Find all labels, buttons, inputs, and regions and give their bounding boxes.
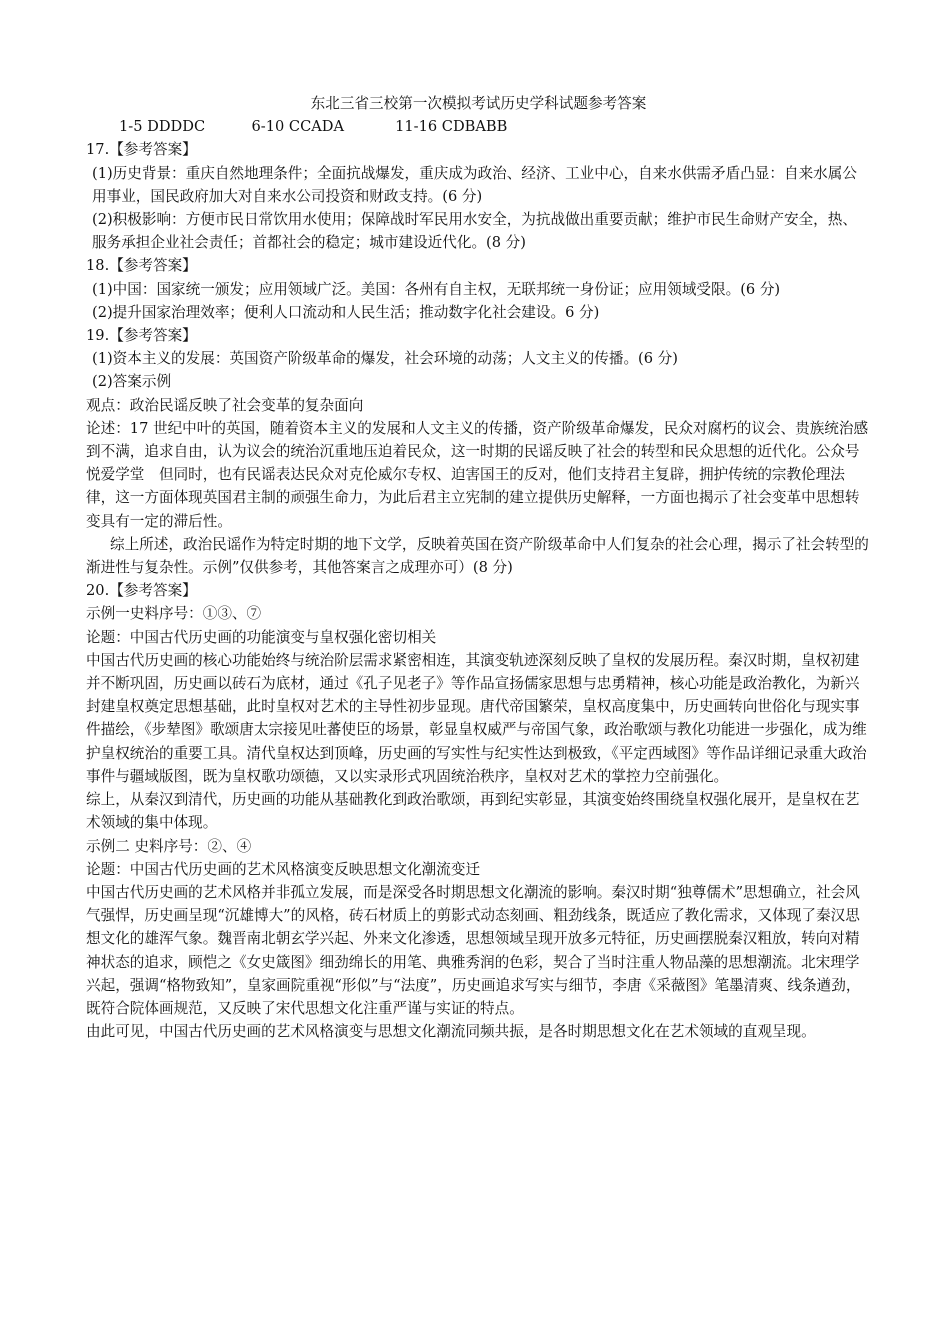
q20-example2-sources: 示例二 史料序号：②、④ [86, 837, 252, 855]
q19-viewpoint: 观点：政治民谣反映了社会变革的复杂面向 [86, 396, 364, 414]
q17-part1: (1)历史背景：重庆自然地理条件；全面抗战爆发，重庆成为政治、经济、工业中心，自来水供需矛盾凸显：自来水属公用事业，国民政府加大对自来水公司投资和财政支持。(6 分) [92, 164, 857, 205]
q19-part2: (2)答案示例 [92, 373, 172, 391]
q20-example1-thesis: 论题：中国古代历史画的功能演变与皇权强化密切相关 [86, 628, 437, 646]
q18-heading: 18.【参考答案】 [86, 257, 197, 275]
multiple-choice-answers [86, 115, 871, 138]
q17-heading: 17.【参考答案】 [86, 141, 197, 159]
mc-answers-1-5: 1-5 DDDDC [119, 118, 206, 136]
q20-example1-sources: 示例一史料序号：①③、⑦ [86, 605, 262, 623]
q19-summary: 综上所述，政治民谣作为特定时期的地下文学，反映着英国在资产阶级革命中人们复杂的社会心理，揭示了社会转型的渐进性与复杂性。示例”仅供参考，其他答案言之成理亦可）(8 分) [86, 535, 869, 577]
q20-example1-conclusion: 综上，从秦汉到清代，历史画的功能从基础教化到政治歌颂，再到纪实彰显，其演变始终围绕皇权强化展开，是皇权在艺术领域的集中体现。 [86, 791, 860, 832]
q20-example2-conclusion: 由此可见，中国古代历史画的艺术风格演变与思想文化潮流同频共振，是各时期思想文化在艺术领域的直观呈现。 [86, 1023, 816, 1041]
q20-example2-body: 中国古代历史画的艺术风格并非孤立发展，而是深受各时期思想文化潮流的影响。秦汉时期“独尊儒术”思想确立，社会风气强悍，历史画呈现“沉雄博大”的风格，砖石材质上的剪影式动态刻画、粗劲线条，既适应了教化需求，又体现了秦汉思想文化的雄浑气象。魏晋南北朝玄学兴起、外来文化渗透，思想领域呈现开放多元特征，历史画摆脱秦汉粗放，转向对精神状态的追求，顾恺之《女史箴图》细劲绵长的用笔、典雅秀润的色彩，契合了当时注重人物品藻的思想潮流。北宋理学兴起，强调“格物致知”，皇家画院重视“形似”与“法度”，历史画追求写实与细节，李唐《采薇图》笔墨清爽、线条遒劲，既符合院体画规范，又反映了宋代思想文化注重严谨与实证的特点。 [86, 883, 861, 1017]
q17-part2: (2)积极影响：方便市民日常饮用水使用；保障战时军民用水安全，为抗战做出重要贡献；维护市民生命财产安全，热、服务承担企业社会责任；首都社会的稳定；城市建设近代化。(8 分) [92, 211, 857, 252]
q18-part1: (1)中国：国家统一颁发；应用领域广泛。美国：各州有自主权，无联邦统一身份证；应用领域受限。(6 分) [92, 280, 781, 298]
q20-example1-body: 中国古代历史画的核心功能始终与统治阶层需求紧密相连，其演变轨迹深刻反映了皇权的发展历程。秦汉时期，皇权初建并不断巩固，历史画以砖石为底材，通过《孔子见老子》等作品宣扬儒家思想与忠勇精神，核心功能是政治教化，为新兴封建皇权奠定思想基础，此时皇权对艺术的主导性初步显现。唐代帝国繁荣，皇权高度集中，历史画转向世俗化与现实事件描绘，《步辇图》歌颂唐太宗接见吐蕃使臣的场景，彰显皇权威严与帝国气象，政治歌颂与教化功能进一步强化，成为维护皇权统治的重要工具。清代皇权达到顶峰，历史画的写实性与纪实性达到极致，《平定西域图》等作品详细记录重大政治事件与疆域版图，既为皇权歌功颂德，又以实录形式巩固统治秩序，皇权对艺术的掌控力空前强化。 [86, 651, 867, 785]
mc-answers-11-16: 11-16 CDBABB [395, 118, 508, 136]
q20-heading: 20.【参考答案】 [86, 582, 197, 600]
q18-part2: (2)提升国家治理效率；便利人口流动和人民生活；推动数字化社会建设。6 分) [92, 303, 600, 321]
answer-document [86, 92, 871, 1043]
mc-answers-6-10: 6-10 CCADA [251, 118, 345, 136]
q19-part1: (1)资本主义的发展：英国资产阶级革命的爆发，社会环境的动荡；人文主义的传播。(6 分) [92, 350, 678, 368]
q19-heading: 19.【参考答案】 [86, 327, 197, 345]
document-title: 东北三省三校第一次模拟考试历史学科试题参考答案 [310, 95, 647, 112]
q20-example2-thesis: 论题：中国古代历史画的艺术风格演变反映思想文化潮流变迁 [86, 860, 481, 878]
q19-argument: 论述：17 世纪中叶的英国，随着资本主义的发展和人文主义的传播，资产阶级革命爆发，民众对腐朽的议会、贵族统治感到不满，追求自由，认为议会的统治沉重地压迫着民众，这一时期的民谣反映了社会的转型和民众思想的近代化。公众号悦爱学堂 但同时，也有民谣表达民众对克伦威尔专权、迫害国王的反对，他们支持君主复辟，拥护传统的宗教伦理法律，这一方面体现英国君主制的顽强生命力，为此后君主立宪制的建立提供历史解释，一方面也揭示了社会变革中思想转变具有一定的滞后性。 [86, 419, 869, 530]
